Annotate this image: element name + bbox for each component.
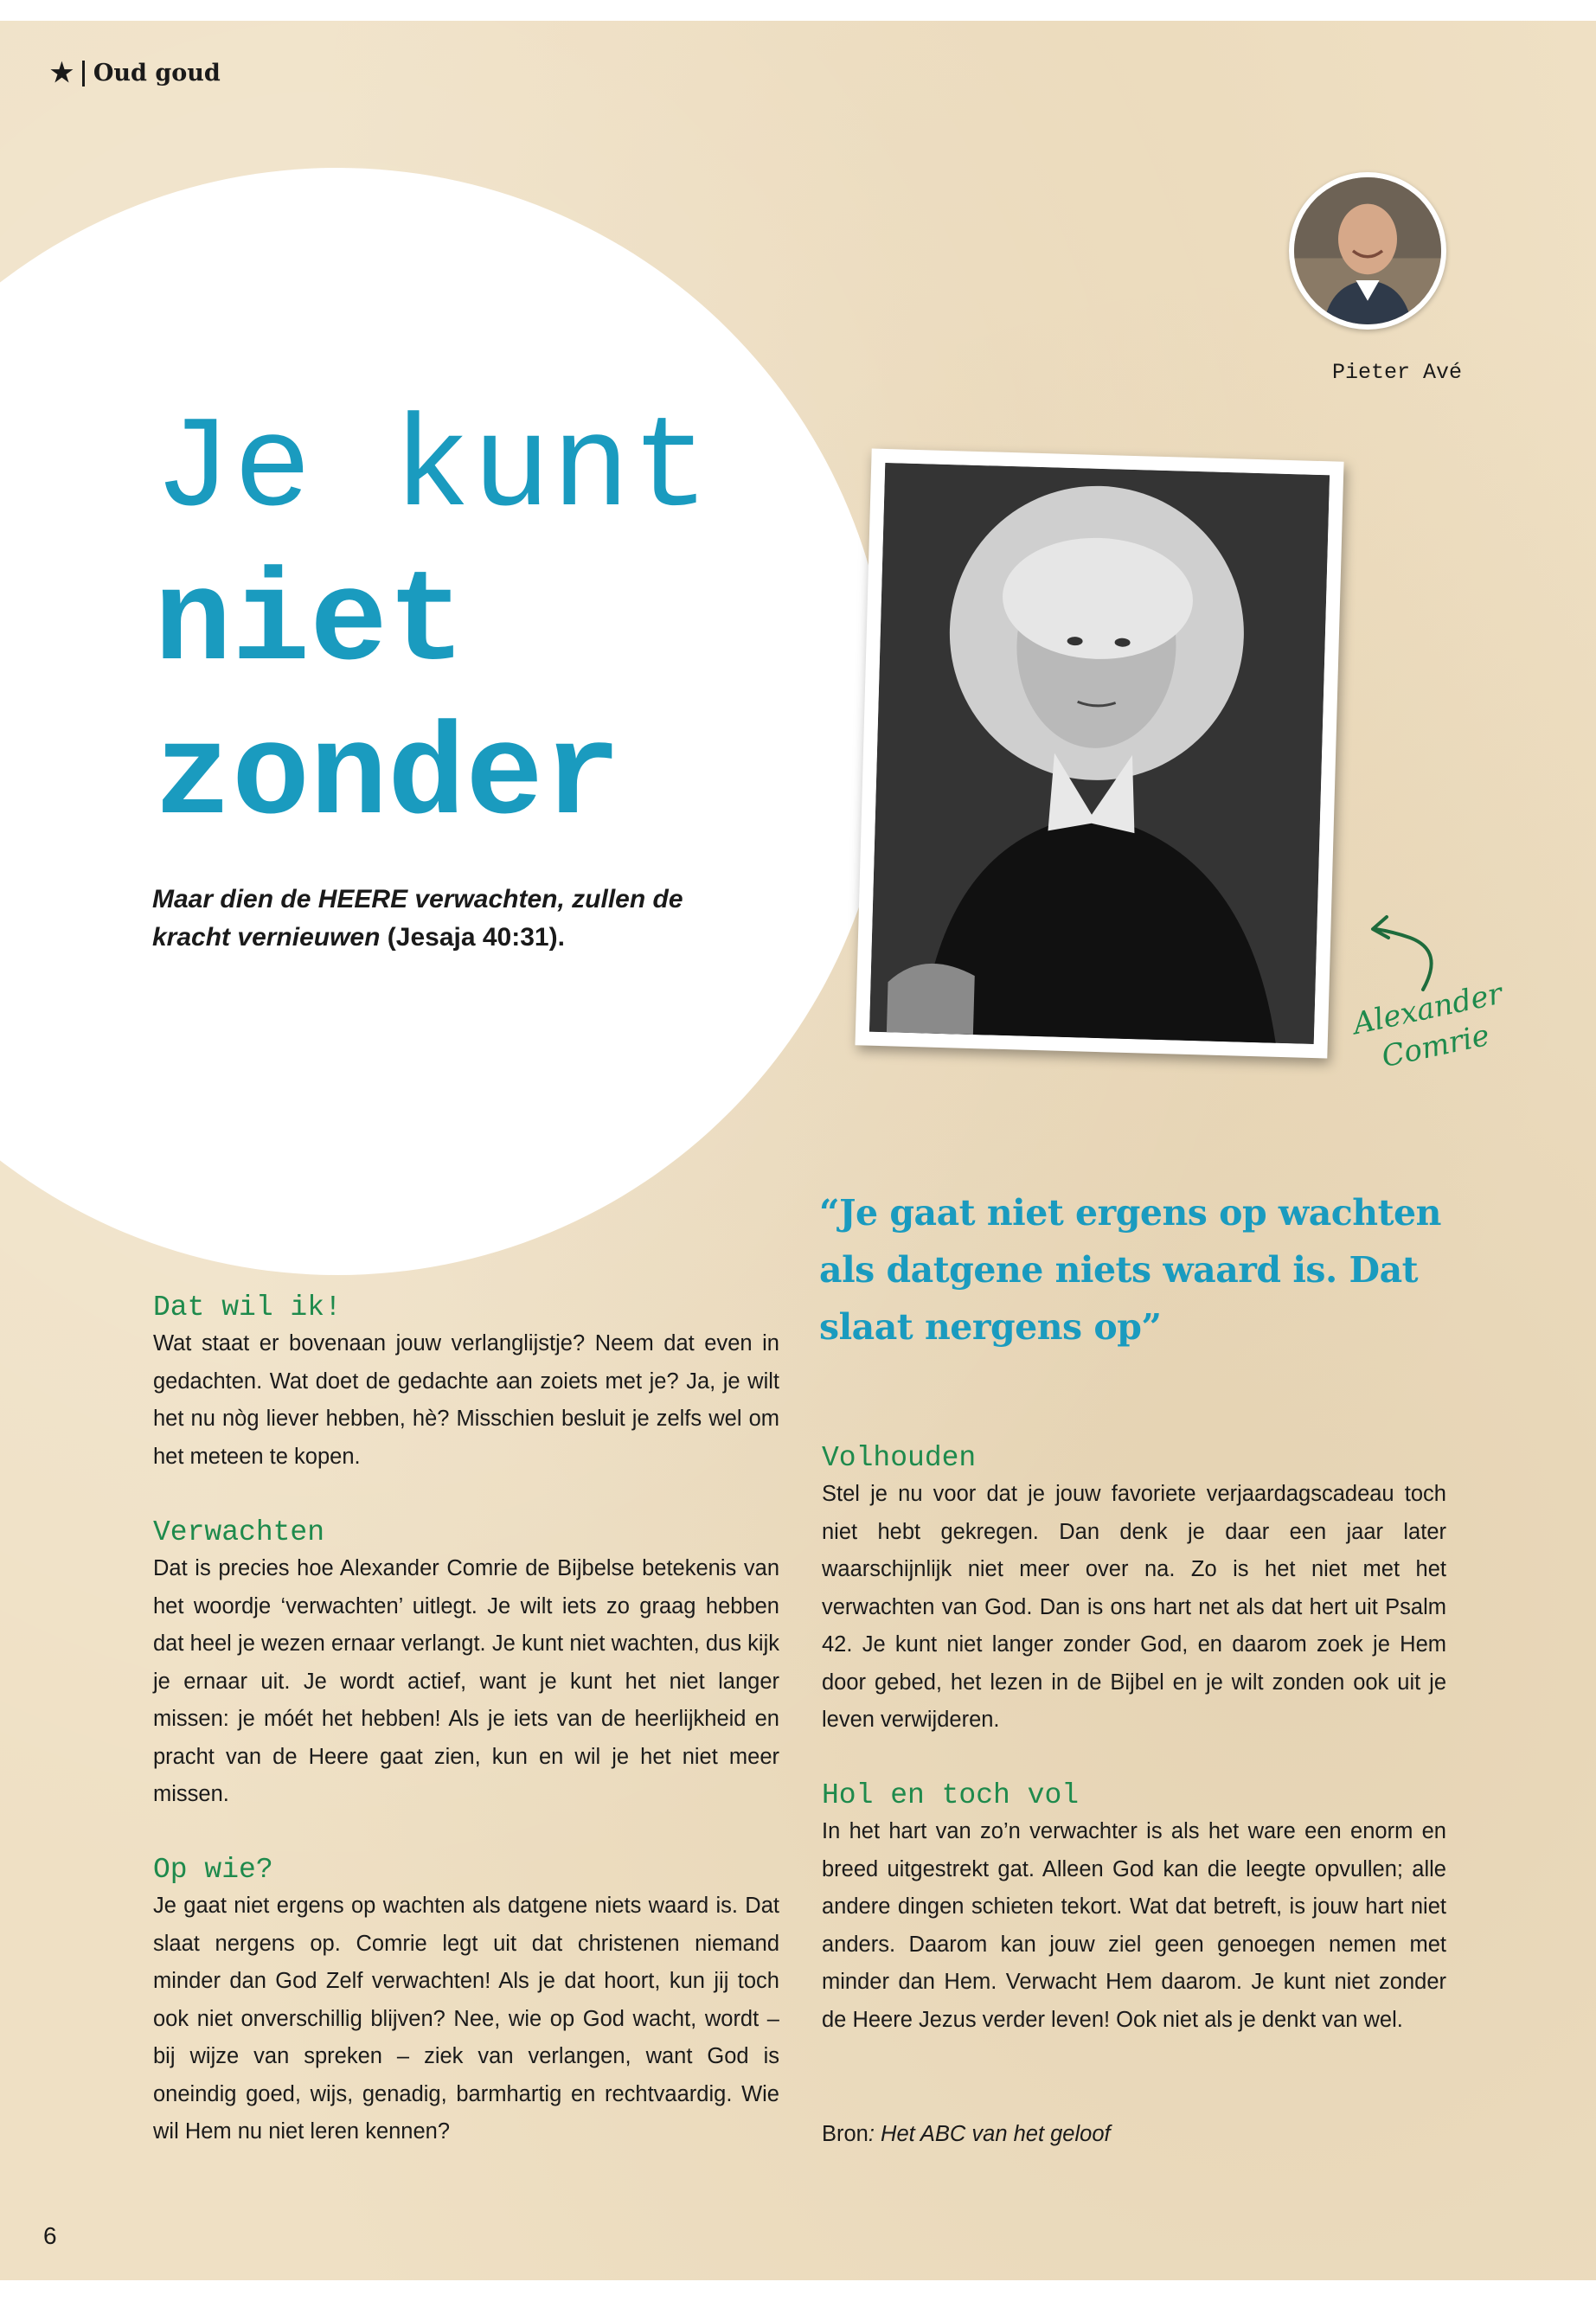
page-title	[154, 397, 712, 852]
section-body: Stel je nu voor dat je jouw favoriete verjaardagscadeau toch niet hebt gekregen. Dan denk je daar een jaar later waarschijnlijk niet meer over na. Zo is het niet met het verwachten van God. Dan is ons hart net als dat hert uit Psalm 42. Je kunt niet langer zonder God, en daarom zoek je Hem door gebed, het lezen in de Bijbel en je wilt zonden ook uit je leven verwijderen.	[822, 1482, 1446, 1732]
section-volhouden	[822, 1441, 1446, 1740]
section-op-wie	[153, 1853, 779, 2151]
divider	[82, 61, 85, 87]
source-line	[822, 2116, 1446, 2154]
author-photo	[1294, 177, 1441, 324]
arrow-icon	[1362, 903, 1445, 998]
author-name: Pieter Avé	[1331, 360, 1462, 385]
source-title: : Het ABC van het geloof	[868, 2122, 1111, 2146]
portrait-photo-frame	[855, 449, 1343, 1059]
title-line-2: niet	[154, 551, 466, 698]
section-heading: Verwachten	[153, 1516, 325, 1548]
section-heading: Dat wil ik!	[153, 1292, 342, 1324]
section-dat-wil-ik	[153, 1291, 779, 1476]
intro-quote	[152, 881, 689, 957]
intro-quote-text: Maar dien de HEERE verwachten, zullen de kracht vernieuwen	[152, 885, 683, 952]
author-avatar	[1289, 172, 1446, 330]
section-hol-en-toch-vol	[822, 1779, 1446, 2039]
portrait-caption: Alexander Comrie	[1349, 976, 1506, 1075]
section-label: Oud goud	[93, 60, 221, 87]
star-icon: ★	[50, 57, 74, 88]
section-heading: Op wie?	[153, 1854, 273, 1886]
intro-reference: (Jesaja 40:31).	[387, 923, 565, 952]
section-heading: Hol en toch vol	[822, 1779, 1080, 1811]
page-number: 6	[43, 2222, 57, 2249]
section-body: Wat staat er bovenaan jouw verlanglijstje? Neem dat even in gedachten. Wat doet de gedachte aan zoiets met je? Ja, je wilt het nu nòg liever hebben, hè? Misschien besluit je zelfs wel om het meteen te kopen.	[153, 1331, 779, 1469]
section-body: Je gaat niet ergens op wachten als datgene niets waard is. Dat slaat nergens op. Comrie legt uit dat christenen niemand minder dan God Zelf verwachten! Als je dat hoort, kun jij toch ook niet onverschillig blijven? Nee, wie op God wacht, wordt – bij wijze van spreken – ziek van verlangen, want God is oneindig goed, wijs, genadig, barmhartig en rechtvaardig. Wie wil Hem nu niet leren kennen?	[153, 1894, 779, 2144]
section-body: Dat is precies hoe Alexander Comrie de Bijbelse betekenis van het woordje ‘verwachten’ uitlegt. Je wilt iets zo graag hebben dat heel je wezen ernaar verlangt. Je kunt niet wachten, dus kijk je ernaar uit. Je wordt actief, want je kunt het niet langer missen: je móét het hebben! Als je iets van de heerlijkheid en pracht van de Heere gaat zien, kun en wil je het niet meer missen.	[153, 1556, 779, 1806]
section-verwachten	[153, 1516, 779, 1814]
section-tag	[50, 57, 221, 88]
portrait-image	[869, 463, 1330, 1044]
section-heading: Volhouden	[822, 1442, 977, 1474]
pull-quote: “Je gaat niet ergens op wachten als datgene niets waard is. Dat slaat nergens op”	[819, 1192, 1441, 1348]
title-line-3: zonder	[154, 705, 622, 852]
magazine-page	[0, 21, 1596, 2280]
section-body: In het hart van zo’n verwachter is als het ware een enorm en breed uitgestrekt gat. Alleen God kan die leegte opvullen; alle andere dingen schieten tekort. Wat dat betreft, is jouw hart niet anders. Daarom kan jouw ziel geen genoegen nemen met minder dan Hem. Verwacht Hem daarom. Je kunt niet zonder de Heere Jezus verder leven! Ook niet als je denkt van wel.	[822, 1819, 1446, 2032]
title-line-1: Je kunt	[154, 397, 712, 544]
source-label: Bron	[822, 2122, 869, 2146]
